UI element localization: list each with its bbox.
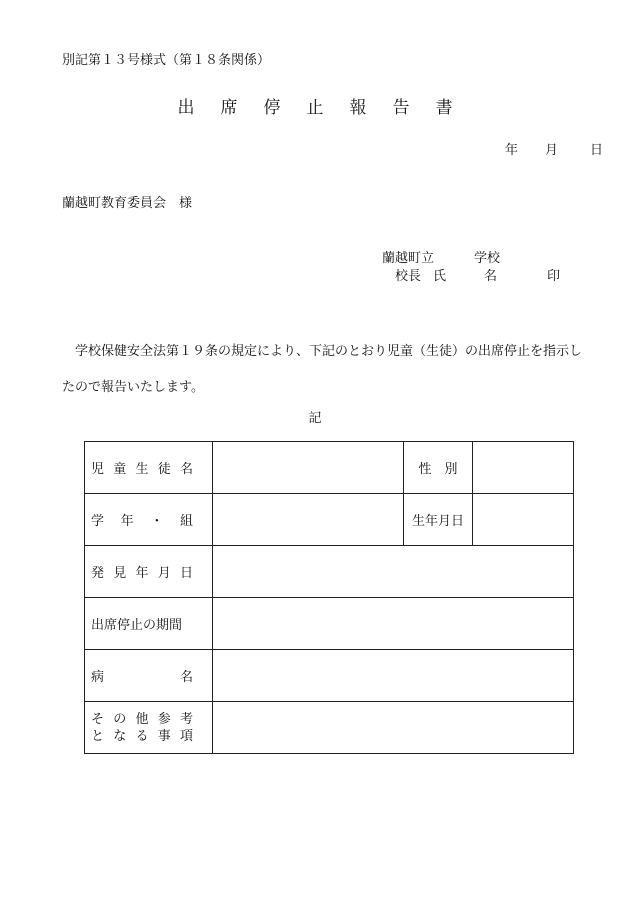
label-char: 生 xyxy=(135,462,149,477)
school-prefix: 蘭越町立 xyxy=(382,251,435,266)
label-char: 考 xyxy=(179,711,193,727)
seal-label: 印 xyxy=(547,269,561,284)
label-char: 日 xyxy=(179,566,193,581)
table-row xyxy=(85,442,574,494)
table-row xyxy=(85,546,574,598)
school-suffix: 学校 xyxy=(474,251,501,266)
date-line xyxy=(505,139,603,158)
table-row xyxy=(85,598,574,650)
discovery-date-field[interactable] xyxy=(213,546,574,598)
name-label-1: 氏 xyxy=(433,269,447,284)
date-year-label: 年 xyxy=(505,143,519,158)
gender-field[interactable] xyxy=(472,442,573,494)
principal-line xyxy=(395,265,560,284)
label-char: 月 xyxy=(157,566,171,581)
label-char: な xyxy=(113,728,127,744)
body-paragraph: 学校保健安全法第１９条の規定により、下記のとおり児童（生徒）の出席停止を指示したので報告いたします。 xyxy=(62,344,583,395)
disease-label xyxy=(85,650,213,702)
gender-label: 性 別 xyxy=(404,442,472,494)
label-char: 病 xyxy=(91,670,105,685)
table-row xyxy=(85,702,574,754)
ki-heading: 記 xyxy=(308,411,322,426)
label-char: ・ xyxy=(150,514,164,529)
label-char: 児 xyxy=(91,462,105,477)
student-name-field[interactable] xyxy=(213,442,404,494)
report-table xyxy=(84,441,574,754)
label-char: と xyxy=(91,728,105,744)
form-number: 別記第１３号様式（第１８条関係） xyxy=(62,53,271,68)
label-char: 項 xyxy=(179,728,193,744)
addressee: 蘭越町教育委員会 様 xyxy=(62,196,193,211)
label-char: 名 xyxy=(179,670,193,685)
label-char: 他 xyxy=(135,711,149,727)
label-char: 見 xyxy=(113,566,127,581)
label-char: 童 xyxy=(113,462,127,477)
table-row xyxy=(85,494,574,546)
label-char: る xyxy=(135,728,149,744)
other-notes-field[interactable] xyxy=(213,702,574,754)
birthday-label: 生年月日 xyxy=(404,494,472,546)
suspension-period-label: 出席停止の期間 xyxy=(85,598,213,650)
label-char: そ xyxy=(91,711,105,727)
date-month-label: 月 xyxy=(545,143,559,158)
label-char: 参 xyxy=(157,711,171,727)
grade-class-label xyxy=(85,494,213,546)
principal-label: 校長 xyxy=(395,269,422,284)
birthday-field[interactable] xyxy=(472,494,573,546)
disease-field[interactable] xyxy=(213,650,574,702)
other-notes-label xyxy=(85,702,213,754)
label-char: 名 xyxy=(179,462,193,477)
label-char: 組 xyxy=(179,514,193,529)
table-row xyxy=(85,650,574,702)
student-name-label xyxy=(85,442,213,494)
label-char: 発 xyxy=(91,566,105,581)
label-char: の xyxy=(113,711,127,727)
label-char: 事 xyxy=(157,728,171,744)
name-label-2: 名 xyxy=(484,269,498,284)
label-char: 年 xyxy=(120,514,134,529)
label-char: 徒 xyxy=(157,462,171,477)
document-title: 出席停止報告書 xyxy=(177,98,479,118)
discovery-date-label xyxy=(85,546,213,598)
label-char: 年 xyxy=(135,566,149,581)
grade-class-field[interactable] xyxy=(213,494,404,546)
label-char: 学 xyxy=(91,514,105,529)
date-day-label: 日 xyxy=(590,143,604,158)
school-line xyxy=(382,247,500,266)
suspension-period-field[interactable] xyxy=(213,598,574,650)
